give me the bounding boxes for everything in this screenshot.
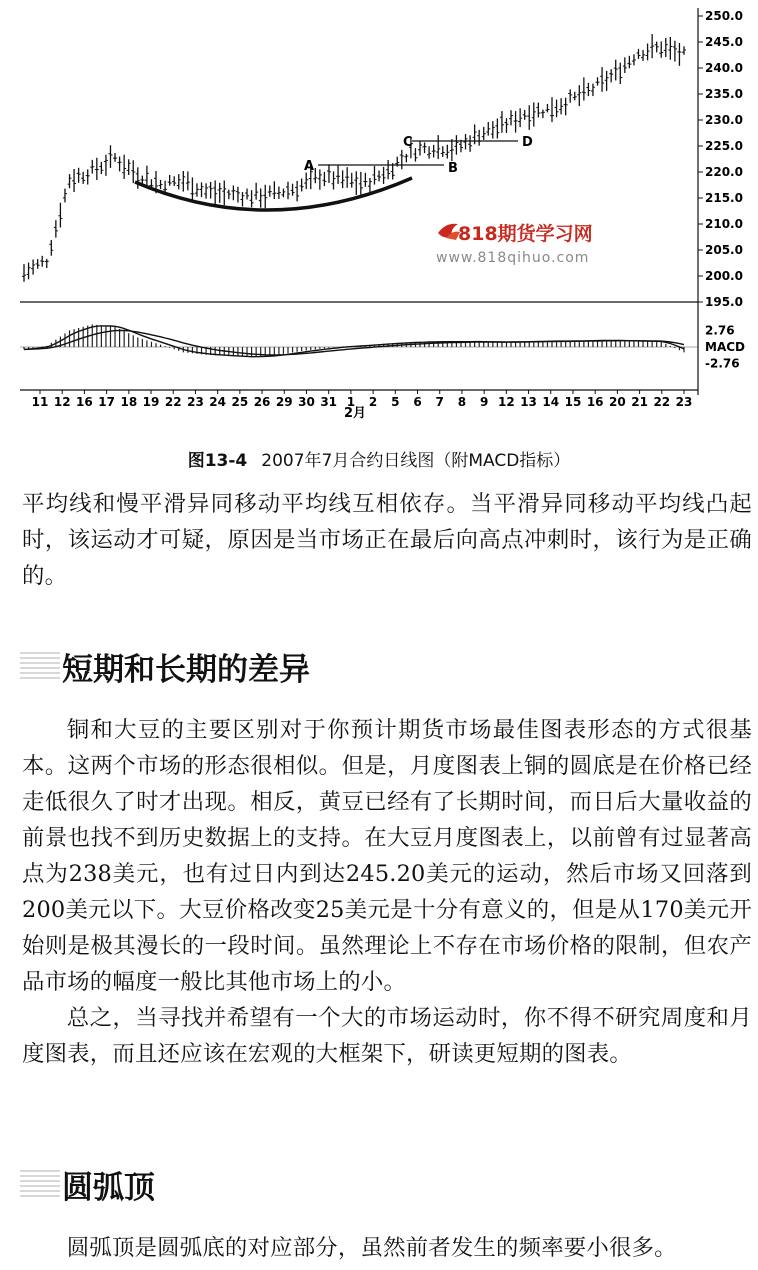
date-tick-label: 22	[653, 395, 671, 409]
watermark-logo-icon	[438, 224, 460, 240]
price-tick-label: 245.0	[705, 35, 743, 49]
paragraph-1	[22, 486, 752, 594]
section-heading-short-vs-long	[20, 644, 310, 689]
date-tick-label: 12	[53, 395, 71, 409]
price-tick-label: 200.0	[705, 269, 743, 283]
watermark-brand: 818期货学习网	[458, 223, 593, 245]
figure-number: 图13-4	[187, 451, 248, 471]
paragraph-3-text: 圆弧顶是圆弧底的对应部分，虽然前者发生的频率要小很多。	[66, 1235, 677, 1261]
date-tick-label: 17	[98, 395, 115, 409]
macd-signal-line	[24, 330, 684, 355]
heading-marker-icon	[20, 1170, 60, 1200]
heading-marker-icon	[20, 652, 60, 682]
date-tick-label: 13	[520, 395, 537, 409]
paragraph-2	[22, 712, 752, 1072]
date-tick-label: 22	[164, 395, 182, 409]
date-tick-label: 2	[368, 395, 378, 409]
price-chart-figure	[0, 0, 758, 440]
date-tick-label: 20	[609, 395, 626, 409]
watermark	[436, 222, 593, 266]
label-c: C	[403, 135, 413, 150]
date-tick-label: 8	[457, 395, 467, 409]
date-tick-label: 18	[120, 395, 138, 409]
date-tick-label: 23	[187, 395, 204, 409]
paragraph-2a-text: 铜和大豆的主要区别对于你预计期货市场最佳图表形态的方式很基本。这两个市场的形态很相似。但是，月度图表上铜的圆底是在价格已经走低很久了时才出现。相反，黄豆已经有了长期时间，而日后大量收益的前景也找不到历史数据上的支持。在大豆月度图表上，以前曾有过显著高点为238美元，也有过日内到达245.20美元的运动，然后市场又回落到200美元以下。大豆价格改变25美元是十分有意义的，但是从170美元开始则是极其漫长的一段时间。虽然理论上不存在市场价格的限制，但农产品市场的幅度一般比其他市场上的小。	[22, 717, 752, 995]
price-tick-label: 215.0	[705, 191, 743, 205]
macd-tick-label: MACD	[705, 340, 745, 354]
price-tick-label: 240.0	[705, 61, 743, 75]
figure-title: 2007年7月合约日线图（附MACD指标）	[261, 451, 571, 471]
date-tick-label: 19	[142, 395, 160, 409]
label-a: A	[304, 159, 315, 174]
macd-panel	[24, 324, 684, 357]
date-tick-label: 7	[435, 395, 444, 409]
price-axis-labels	[698, 9, 743, 309]
date-tick-label: 31	[320, 395, 338, 409]
paragraph-2b-text: 总之，当寻找并希望有一个大的市场运动时，你不得不研究周度和月度图表，而且还应该在宏观的大框架下，研读更短期的图表。	[22, 1005, 752, 1067]
paragraph-1-text: 平均线和慢平滑异同移动平均线互相依存。当平滑异同移动平均线凸起时，该运动才可疑，原因是当市场正在最后向高点冲刺时，该行为是正确的。	[22, 491, 752, 589]
date-tick-label: 12	[497, 395, 515, 409]
date-tick-label: 11	[31, 395, 49, 409]
macd-tick-label: -2.76	[705, 356, 740, 371]
date-tick-label: 21	[631, 395, 648, 409]
date-tick-label: 6	[413, 395, 422, 409]
date-tick-label: 14	[542, 395, 560, 409]
date-tick-label: 26	[253, 395, 271, 409]
price-tick-label: 220.0	[705, 165, 743, 179]
price-tick-label: 205.0	[705, 243, 743, 257]
date-tick-label: 25	[231, 395, 249, 409]
date-tick-label: 29	[275, 395, 293, 409]
date-tick-label: 9	[479, 395, 489, 409]
date-tick-label: 30	[298, 395, 315, 409]
section-heading-text: 短期和长期的差异	[62, 652, 310, 688]
price-tick-label: 210.0	[705, 217, 743, 231]
figure-caption	[0, 446, 758, 471]
month-label: 2月	[343, 406, 367, 421]
section-heading-rounded-top	[20, 1162, 155, 1207]
price-tick-label: 230.0	[705, 113, 743, 127]
price-tick-label: 250.0	[705, 9, 743, 23]
label-d: D	[522, 135, 533, 150]
chart-frame	[20, 8, 698, 395]
label-b: B	[448, 161, 458, 176]
macd-axis-labels	[705, 324, 745, 371]
price-tick-label: 195.0	[705, 295, 743, 309]
date-tick-label: 1	[346, 395, 356, 409]
date-tick-label: 16	[586, 395, 604, 409]
date-tick-label: 15	[564, 395, 582, 409]
date-tick-label: 5	[391, 395, 400, 409]
macd-tick-label: 2.76	[705, 323, 735, 338]
date-tick-label: 24	[209, 395, 227, 409]
price-chart	[0, 0, 758, 440]
section-heading-text: 圆弧顶	[62, 1170, 155, 1206]
price-tick-label: 235.0	[705, 87, 743, 101]
date-tick-label: 23	[675, 395, 693, 409]
price-tick-label: 225.0	[705, 139, 743, 153]
paragraph-3	[22, 1230, 752, 1266]
date-tick-label: 16	[76, 395, 93, 409]
watermark-url: www.818qihuo.com	[436, 250, 590, 266]
